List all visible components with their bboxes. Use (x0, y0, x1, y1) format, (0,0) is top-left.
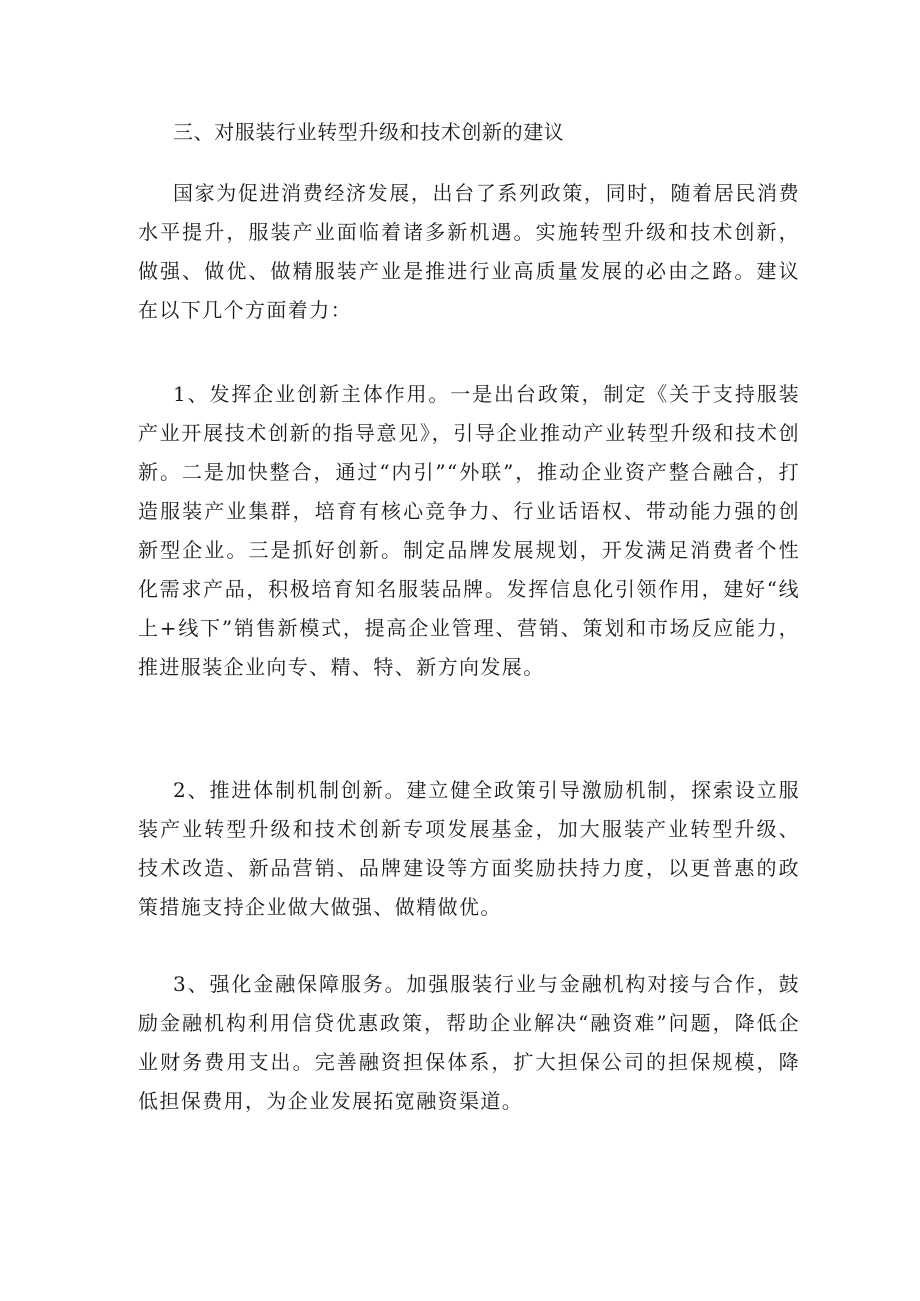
suggestion-paragraph-2: 2、推进体制机制创新。建立健全政策引导激励机制，探索设立服装产业转型升级和技术创新专项发展基金，加大服装产业转型升级、技术改造、新品营销、品牌建设等方面奖励扶持力度，以更普惠的政策措施支持企业做大做强、做精做优。 (138, 778, 800, 919)
intro-paragraph: 国家为促进消费经济发展，出台了系列政策，同时，随着居民消费水平提升，服装产业面临着诸多新机遇。实施转型升级和技术创新，做强、做优、做精服装产业是推进行业高质量发展的必由之路。建议在以下几个方面着力： (138, 181, 800, 322)
suggestion-paragraph-3: 3、强化金融保障服务。加强服装行业与金融机构对接与合作，鼓励金融机构利用信贷优惠政策，帮助企业解决“融资难”问题，降低企业财务费用支出。完善融资担保体系，扩大担保公司的担保规模，降低担保费用，为企业发展拓宽融资渠道。 (138, 972, 800, 1113)
section-heading: 三、对服装行业转型升级和技术创新的建议 (173, 120, 565, 144)
suggestion-paragraph-1: 1、发挥企业创新主体作用。一是出台政策，制定《关于支持服装产业开展技术创新的指导意见》，引导企业推动产业转型升级和技术创新。二是加快整合，通过“内引”“外联”，推动企业资产整合融合，打造服装产业集群，培育有核心竞争力、行业话语权、带动能力强的创新型企业。三是抓好创新。制定品牌发展规划，开发满足消费者个性化需求产品，积极培育知名服装品牌。发挥信息化引领作用，建好“线上+线下”销售新模式，提高企业管理、营销、策划和市场反应能力，推进服装企业向专、精、特、新方向发展。 (138, 382, 800, 679)
